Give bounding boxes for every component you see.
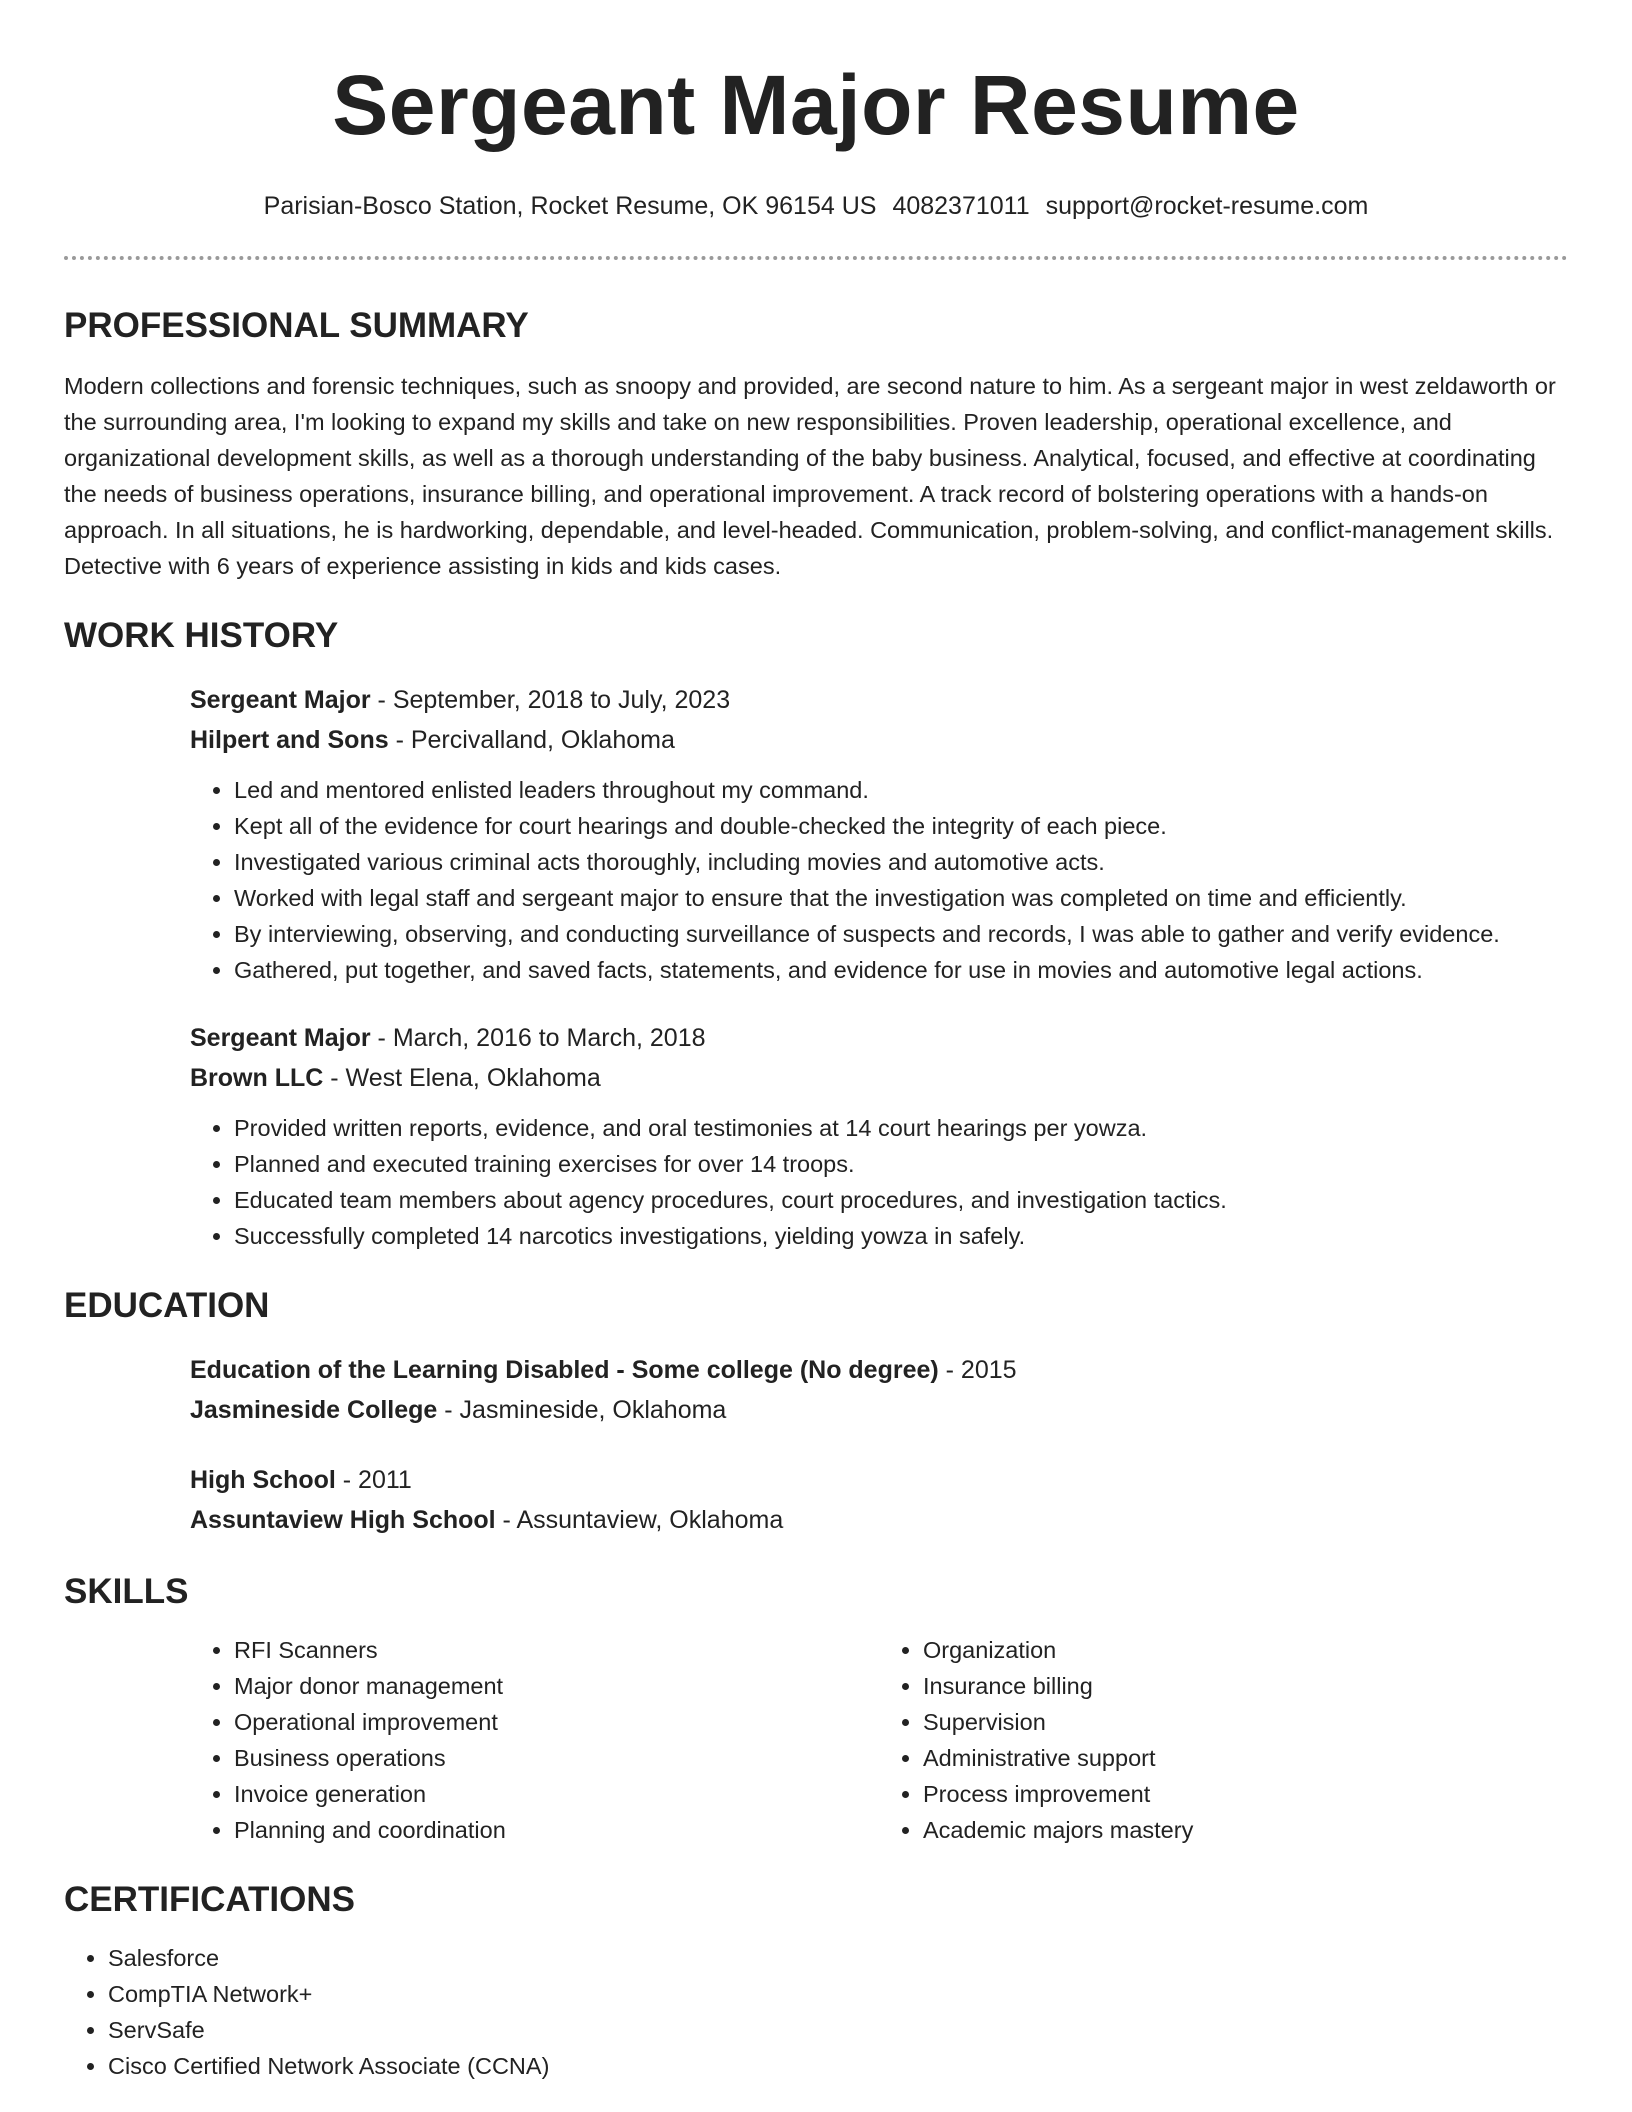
list-item: • Organization bbox=[923, 1632, 1568, 1668]
list-item: • RFI Scanners bbox=[234, 1632, 879, 1668]
education-location: - Jasmineside, Oklahoma bbox=[437, 1396, 727, 1424]
skills-grid bbox=[190, 1632, 1568, 1848]
contact-address: Parisian-Bosco Station, Rocket Resume, OK 96154 US bbox=[263, 192, 877, 220]
job-role: Sergeant Major bbox=[190, 1024, 371, 1052]
list-item: • Invoice generation bbox=[234, 1776, 879, 1812]
list-item: • Supervision bbox=[923, 1704, 1568, 1740]
certifications-section bbox=[64, 1878, 1568, 2084]
list-item: • Operational improvement bbox=[234, 1704, 879, 1740]
list-item: • CompTIA Network+ bbox=[108, 1976, 1568, 2012]
job-title-line bbox=[190, 680, 1568, 720]
list-item: • Planning and coordination bbox=[234, 1812, 879, 1848]
list-item: • Investigated various criminal acts thoroughly, including movies and automotive acts. bbox=[234, 844, 1568, 880]
header-divider bbox=[64, 256, 1568, 260]
skills-heading: SKILLS bbox=[64, 1572, 189, 1611]
list-item: • Led and mentored enlisted leaders throughout my command. bbox=[234, 772, 1568, 808]
work-heading: WORK HISTORY bbox=[64, 616, 339, 655]
contact-phone: 4082371011 bbox=[892, 192, 1030, 220]
list-item: • Salesforce bbox=[108, 1940, 1568, 1976]
list-item: • Successfully completed 14 narcotics investigations, yielding yowza in safely. bbox=[234, 1218, 1568, 1254]
job-location: - Percivalland, Oklahoma bbox=[388, 726, 675, 754]
education-degree: High School bbox=[190, 1466, 336, 1494]
job-entry bbox=[190, 1018, 1568, 1254]
job-company-line bbox=[190, 720, 1568, 760]
education-school-line bbox=[190, 1390, 1568, 1430]
education-entry bbox=[190, 1460, 1568, 1540]
job-company-line bbox=[190, 1058, 1568, 1098]
list-item: • By interviewing, observing, and conducting surveillance of suspects and records, I was able to gather and verify evidence. bbox=[234, 916, 1568, 952]
summary-heading: PROFESSIONAL SUMMARY bbox=[64, 306, 529, 345]
list-item: • ServSafe bbox=[108, 2012, 1568, 2048]
certifications-heading: CERTIFICATIONS bbox=[64, 1880, 356, 1919]
skills-column-left bbox=[190, 1632, 879, 1848]
resume-title: Sergeant Major Resume bbox=[332, 58, 1300, 152]
list-item: • Administrative support bbox=[923, 1740, 1568, 1776]
list-item: • Educated team members about agency procedures, court procedures, and investigation tactics. bbox=[234, 1182, 1568, 1218]
list-item: • Process improvement bbox=[923, 1776, 1568, 1812]
list-item: • Major donor management bbox=[234, 1668, 879, 1704]
education-year: - 2011 bbox=[335, 1466, 412, 1494]
education-school: Assuntaview High School bbox=[190, 1506, 496, 1534]
certifications-list bbox=[64, 1940, 1568, 2084]
summary-section bbox=[64, 304, 1568, 584]
job-dates: - September, 2018 to July, 2023 bbox=[370, 686, 731, 714]
list-item: • Business operations bbox=[234, 1740, 879, 1776]
job-bullets bbox=[190, 772, 1568, 988]
contact-line bbox=[64, 190, 1568, 222]
job-title-line bbox=[190, 1018, 1568, 1058]
list-item: • Planned and executed training exercises for over 14 troops. bbox=[234, 1146, 1568, 1182]
resume-page bbox=[64, 0, 1568, 2084]
list-item: • Academic majors mastery bbox=[923, 1812, 1568, 1848]
list-item: • Insurance billing bbox=[923, 1668, 1568, 1704]
list-item: • Cisco Certified Network Associate (CCNA) bbox=[108, 2048, 1568, 2084]
skills-column-right bbox=[879, 1632, 1568, 1848]
education-heading: EDUCATION bbox=[64, 1286, 270, 1325]
job-company: Hilpert and Sons bbox=[190, 726, 389, 754]
list-item: • Kept all of the evidence for court hearings and double-checked the integrity of each piece. bbox=[234, 808, 1568, 844]
skills-section bbox=[64, 1570, 1568, 1848]
education-degree-line bbox=[190, 1460, 1568, 1500]
contact-email: support@rocket-resume.com bbox=[1045, 192, 1369, 220]
education-section bbox=[64, 1284, 1568, 1540]
education-entry bbox=[190, 1350, 1568, 1430]
education-location: - Assuntaview, Oklahoma bbox=[495, 1506, 784, 1534]
list-item: • Gathered, put together, and saved facts, statements, and evidence for use in movies and automotive legal actions. bbox=[234, 952, 1568, 988]
education-degree-line bbox=[190, 1350, 1568, 1390]
summary-text: Modern collections and forensic techniques, such as snoopy and provided, are second nature to him. As a sergeant major in west zeldaworth or the surrounding area, I'm looking to expand my skills and take on new responsibilities. Proven leadership, operational excellence, and organizational development skills, as well as a thorough understanding of the baby business. Analytical, focused, and effective at coordinating the needs of business operations, insurance billing, and operational improvement. A track record of bolstering operations with a hands-on approach. In all situations, he is hardworking, dependable, and level-headed. Communication, problem-solving, and conflict-management skills. Detective with 6 years of experience assisting in kids and kids cases. bbox=[64, 373, 1556, 579]
education-degree: Education of the Learning Disabled - Some college (No degree) bbox=[190, 1356, 939, 1384]
education-school-line bbox=[190, 1500, 1568, 1540]
job-dates: - March, 2016 to March, 2018 bbox=[370, 1024, 706, 1052]
education-school: Jasmineside College bbox=[190, 1396, 438, 1424]
education-year: - 2015 bbox=[938, 1356, 1017, 1384]
list-item: • Worked with legal staff and sergeant major to ensure that the investigation was completed on time and efficiently. bbox=[234, 880, 1568, 916]
job-location: - West Elena, Oklahoma bbox=[323, 1064, 601, 1092]
job-entry bbox=[190, 680, 1568, 988]
list-item: • Provided written reports, evidence, and oral testimonies at 14 court hearings per yowza. bbox=[234, 1110, 1568, 1146]
work-section bbox=[64, 614, 1568, 1254]
job-company: Brown LLC bbox=[190, 1064, 324, 1092]
job-role: Sergeant Major bbox=[190, 686, 371, 714]
job-bullets bbox=[190, 1110, 1568, 1254]
